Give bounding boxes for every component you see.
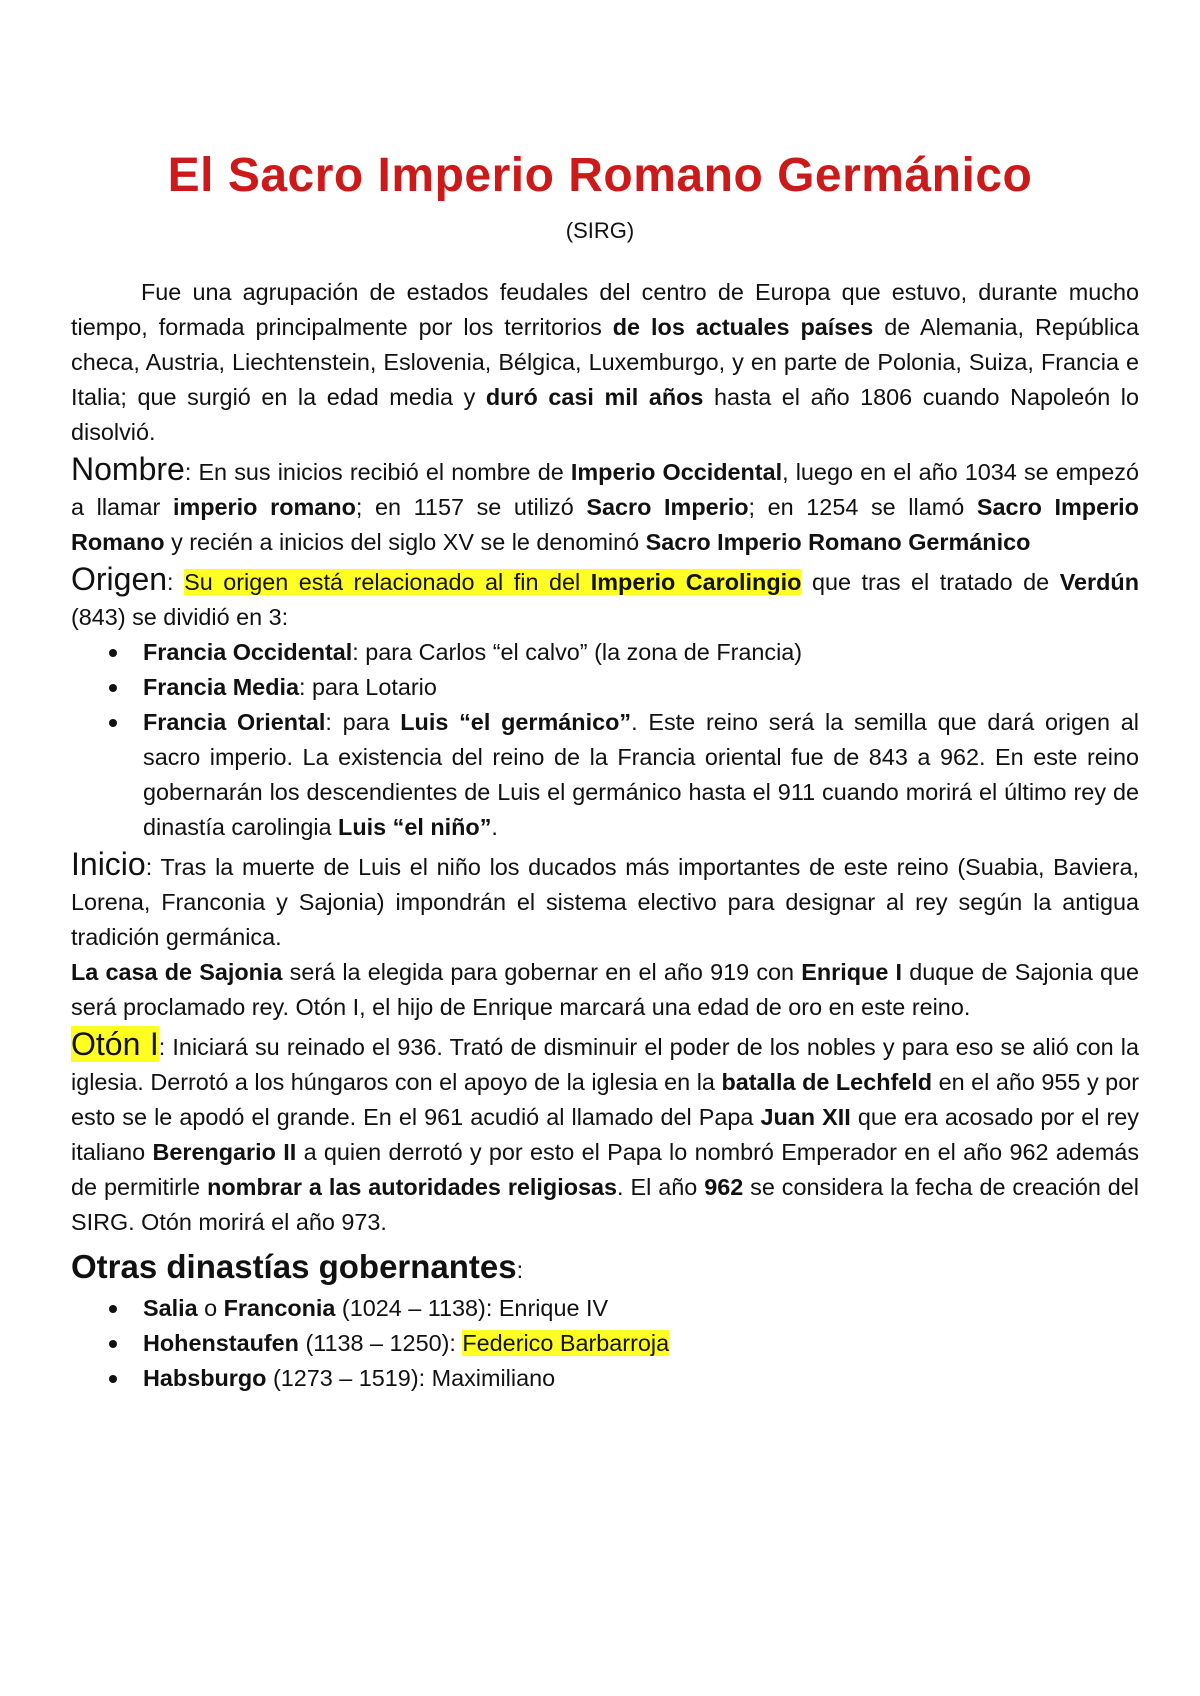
- nombre-text-3: ; en 1157 se utilizó: [355, 494, 587, 520]
- intro-paragraph: [71, 275, 1139, 450]
- page-subtitle: (SIRG): [565, 218, 635, 243]
- oton-bold-2: Juan XII: [760, 1104, 851, 1130]
- list-item-bold: Francia Oriental: [143, 709, 326, 735]
- nombre-bold-4: Sacro Imperio Romano: [71, 494, 1139, 555]
- origen-heading: Origen: [71, 561, 168, 597]
- list-item: [143, 670, 1139, 705]
- inicio-heading: Inicio: [71, 846, 146, 882]
- list-item-text-3: .: [491, 814, 498, 840]
- sajonia-paragraph: [71, 955, 1139, 1025]
- list-item-bold-2: Luis “el germánico”: [400, 709, 632, 735]
- list-item-bold: Hohenstaufen: [143, 1330, 299, 1356]
- intro-text-3: hasta el año 1806 cuando Napoleón lo disolvió.: [71, 384, 1139, 445]
- list-item-bold: Salia: [143, 1295, 198, 1321]
- list-item: [143, 635, 1139, 670]
- intro-bold-2: duró casi mil años: [485, 384, 704, 410]
- list-item: [143, 1361, 1139, 1396]
- oton-text-5: . El año: [617, 1174, 705, 1200]
- nombre-text-1: : En sus inicios recibió el nombre de: [184, 459, 571, 485]
- oton-text-6: se considera la fecha de creación del SIRG. Otón morirá el año 973.: [71, 1174, 1139, 1235]
- origen-text-3: (843) se dividió en 3:: [71, 604, 289, 630]
- origen-bold-1: Verdún: [1059, 569, 1139, 595]
- list-item-bold: Habsburgo: [143, 1365, 267, 1391]
- list-item-bold: Francia Media: [143, 674, 299, 700]
- list-item: [143, 1291, 1139, 1326]
- oton-bold-1: batalla de Lechfeld: [721, 1069, 933, 1095]
- oton-bold-3: Berengario II: [152, 1139, 297, 1165]
- oton-paragraph: [71, 1028, 1139, 1240]
- list-item-text-2: . Este reino será la semilla que dará origen al sacro imperio. La existencia del reino de la Francia oriental fue de 843 a 962. En este reino gobernarán los descendientes de Luis el germánico hasta el 911 cuando morirá el último rey de dinastía carolingia: [143, 709, 1139, 840]
- inicio-text-3: duque de Sajonia que será proclamado rey. Otón I, el hijo de Enrique marcará una edad de oro en este reino.: [71, 959, 1139, 1020]
- list-item: [143, 1326, 1139, 1361]
- otras-heading-colon: :: [516, 1257, 524, 1283]
- page-title: El Sacro Imperio Romano Germánico: [167, 149, 1033, 202]
- origen-list: [71, 635, 1139, 845]
- oton-text-3: que era acosado por el rey italiano: [71, 1104, 1140, 1165]
- list-item-text: : para: [325, 709, 401, 735]
- nombre-heading: Nombre: [71, 451, 185, 487]
- inicio-text-2: será la elegida para gobernar en el año 919 con: [282, 959, 802, 985]
- intro-text-2: de Alemania, República checa, Austria, Liechtenstein, Eslovenia, Bélgica, Luxemburgo, y en parte de Polonia, Suiza, Francia e Italia; que surgió en la edad media y: [71, 314, 1140, 410]
- otras-heading-line: [71, 1243, 1139, 1291]
- list-item-bold-2: Franconia: [223, 1295, 336, 1321]
- origen-text-1: :: [167, 569, 185, 595]
- oton-heading: Otón I: [71, 1026, 159, 1062]
- list-item-text: (1138 – 1250):: [298, 1330, 463, 1356]
- origen-highlight-text: Su origen está relacionado al fin del: [184, 569, 591, 595]
- nombre-bold-2: imperio romano: [172, 494, 356, 520]
- intro-text-1: Fue una agrupación de estados feudales del centro de Europa que estuvo, durante mucho tiempo, formada principalmente por los territorios: [71, 279, 1139, 340]
- oton-text-4: a quien derrotó y por esto el Papa lo nombró Emperador en el año 962 además de permitirle: [71, 1139, 1140, 1200]
- origen-highlight: [184, 569, 801, 595]
- origen-paragraph: [71, 563, 1139, 635]
- list-item-text-2: (1024 – 1138): Enrique IV: [335, 1295, 609, 1321]
- list-item: [143, 705, 1139, 845]
- nombre-text-2: , luego en el año 1034 se empezó a llamar: [71, 459, 1139, 520]
- oton-text-1: : Iniciará su reinado el 936. Trató de disminuir el poder de los nobles y para eso se alió con la iglesia. Derrotó a los húngaros con el apoyo de la iglesia en la: [71, 1034, 1139, 1095]
- nombre-text-5: y recién a inicios del siglo XV se le denominó: [164, 529, 646, 555]
- origen-highlight-bold: Imperio Carolingio: [590, 569, 802, 595]
- list-item-text: : para Carlos “el calvo” (la zona de Francia): [352, 639, 803, 665]
- oton-text-2: en el año 955 y por esto se le apodó el grande. En el 961 acudió al llamado del Papa: [71, 1069, 1139, 1130]
- list-item-text: : para Lotario: [299, 674, 437, 700]
- list-item-bold: Francia Occidental: [143, 639, 353, 665]
- origen-text-2: que tras el tratado de: [801, 569, 1060, 595]
- nombre-text-4: ; en 1254 se llamó: [748, 494, 977, 520]
- oton-bold-5: 962: [704, 1174, 744, 1200]
- inicio-text-1: : Tras la muerte de Luis el niño los ducados más importantes de este reino (Suabia, Baviera, Lorena, Franconia y Sajonia) impondrán el sistema electivo para designar al rey según la antigua tradición germánica.: [71, 854, 1139, 950]
- inicio-bold-1: La casa de Sajonia: [71, 959, 283, 985]
- nombre-bold-1: Imperio Occidental: [570, 459, 783, 485]
- list-item-highlight: Federico Barbarroja: [462, 1330, 670, 1356]
- document-body: [71, 275, 1139, 1396]
- inicio-bold-2: Enrique I: [801, 959, 903, 985]
- inicio-paragraph: [71, 848, 1139, 955]
- dinastias-list: [71, 1291, 1139, 1396]
- list-item-text: (1273 – 1519): Maximiliano: [266, 1365, 556, 1391]
- nombre-bold-3: Sacro Imperio: [586, 494, 749, 520]
- nombre-paragraph: [71, 453, 1139, 560]
- intro-bold-1: de los actuales países: [612, 314, 874, 340]
- list-item-bold-3: Luis “el niño”: [338, 814, 492, 840]
- nombre-bold-5: Sacro Imperio Romano Germánico: [645, 529, 1031, 555]
- otras-heading: Otras dinastías gobernantes: [71, 1248, 517, 1285]
- list-item-text: o: [197, 1295, 224, 1321]
- oton-bold-4: nombrar a las autoridades religiosas: [207, 1174, 618, 1200]
